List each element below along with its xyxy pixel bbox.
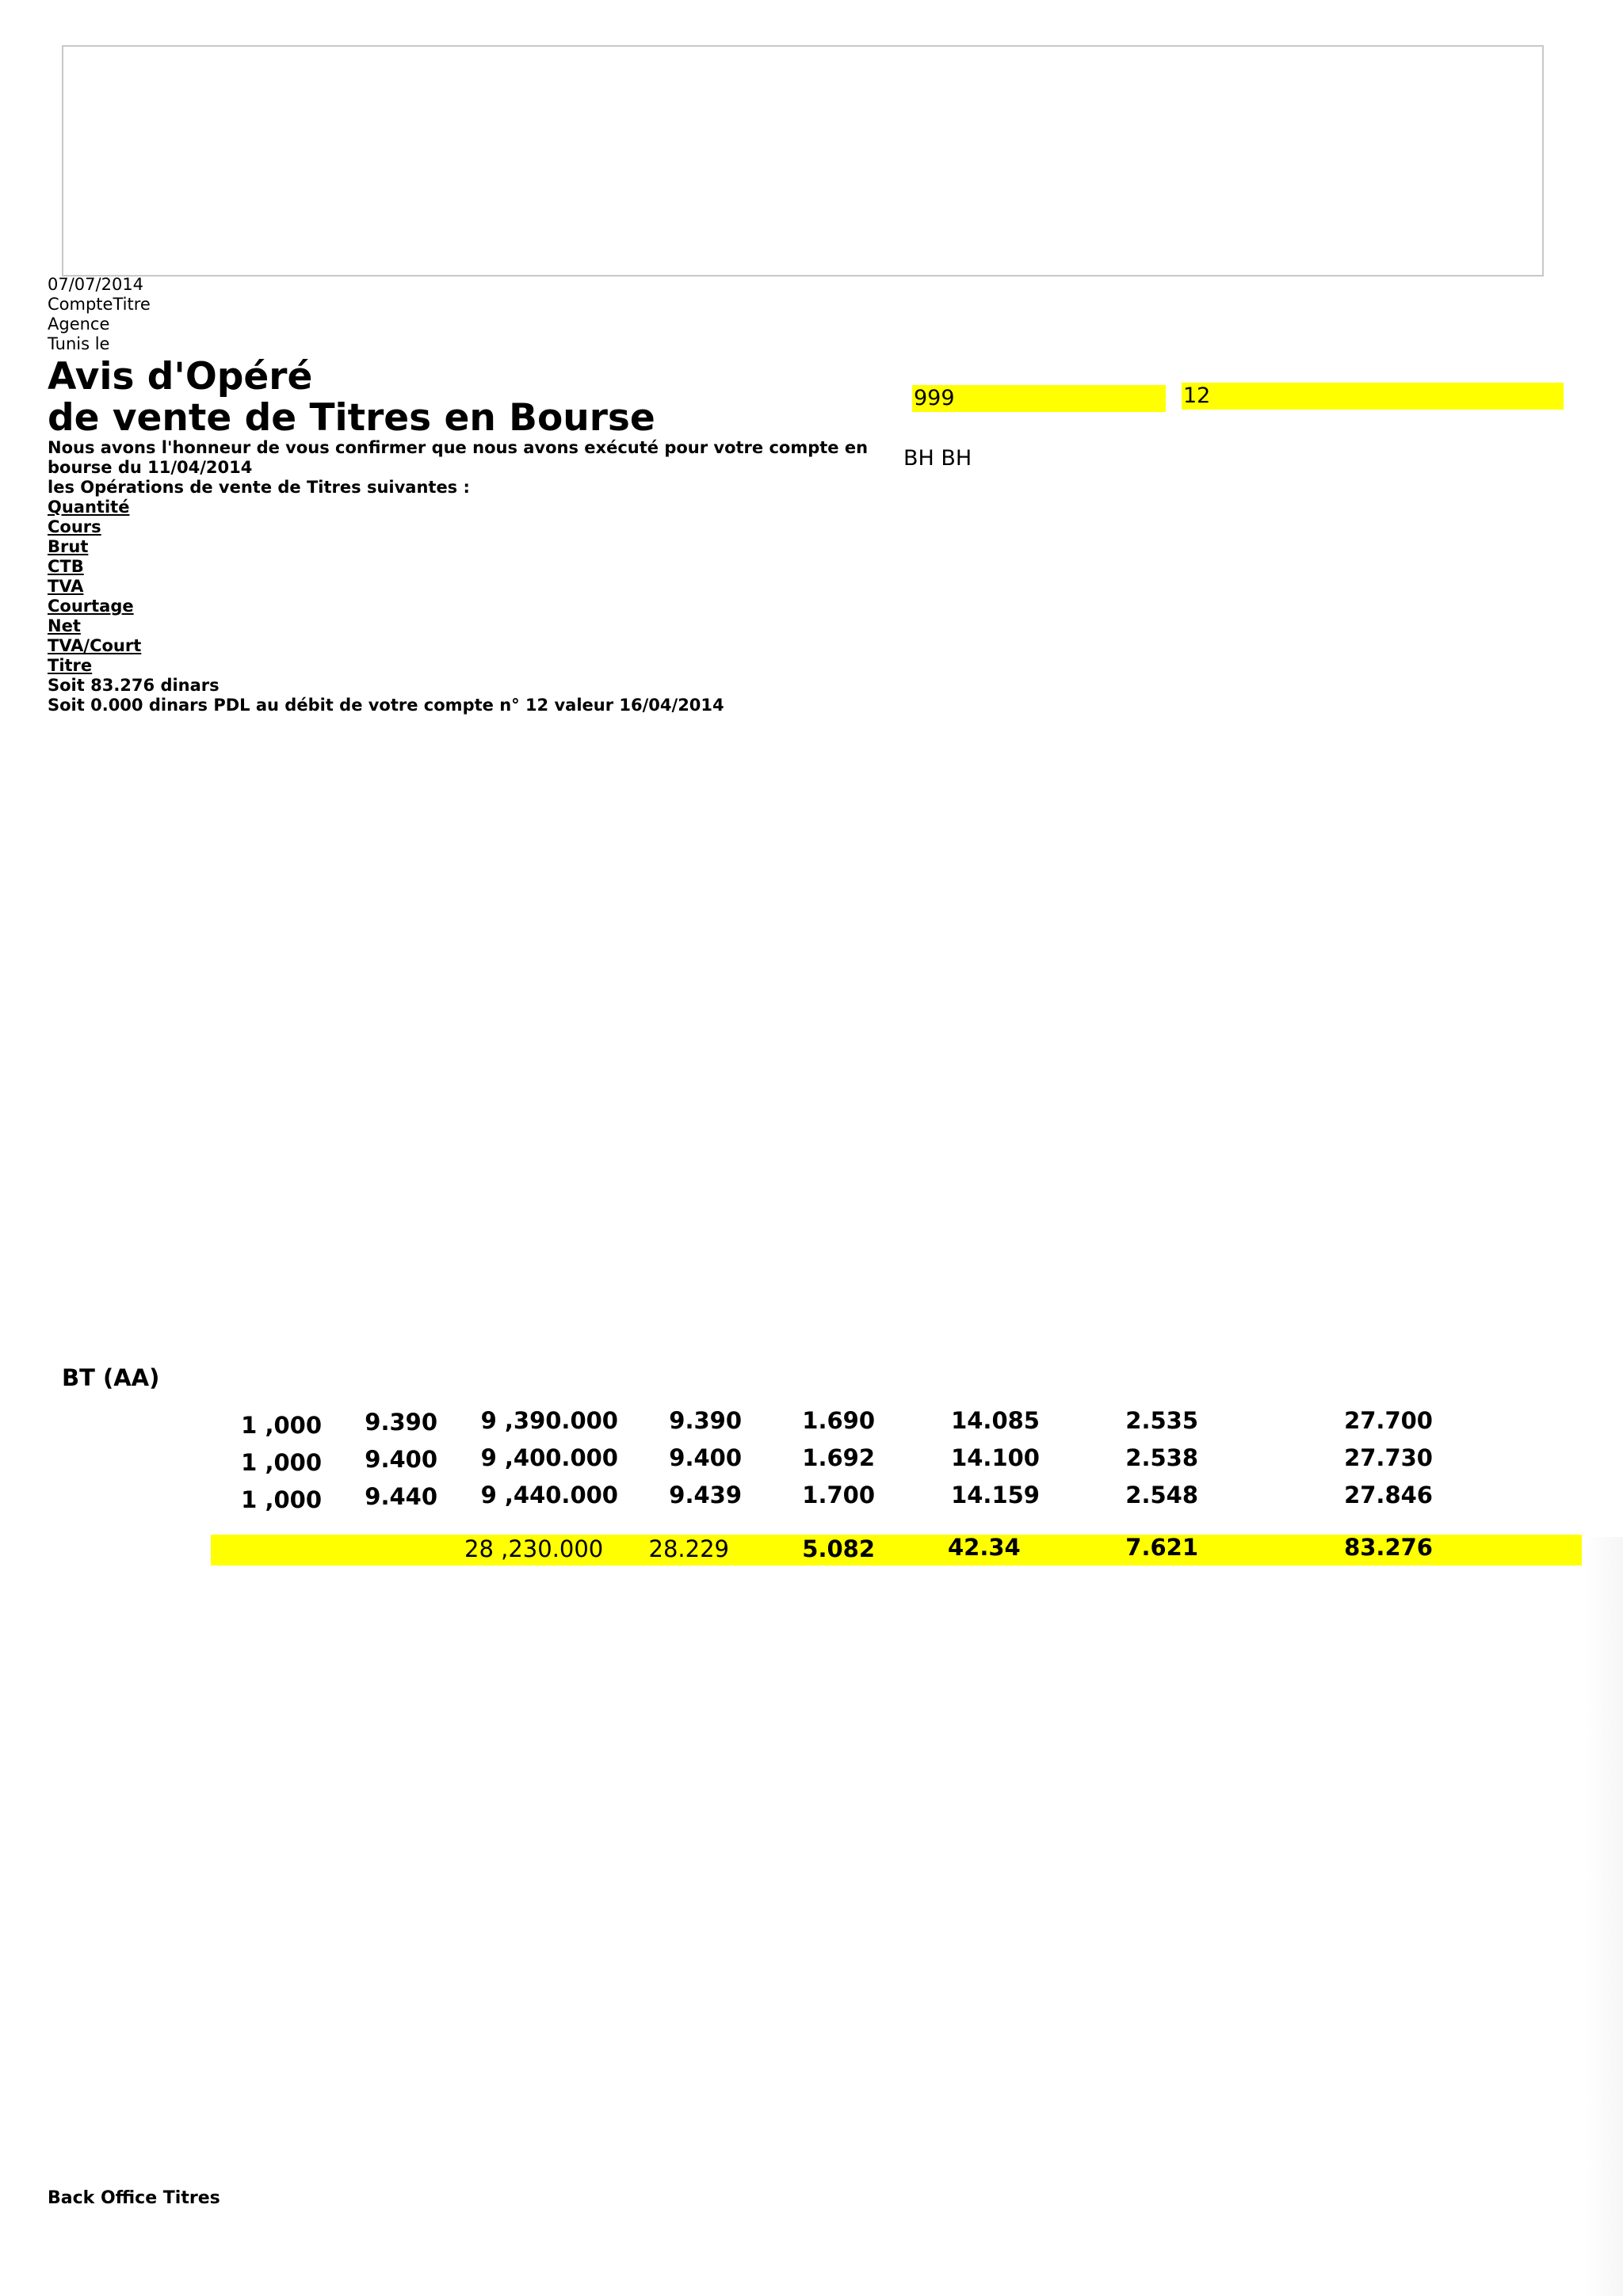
intro-line3: les Opérations de vente de Titres suivantes : <box>48 478 470 497</box>
cell-tva-court: 2.538 <box>1125 1444 1198 1471</box>
summary-total: Soit 83.276 dinars <box>48 676 220 695</box>
page-edge-shade <box>1585 1537 1623 2296</box>
col-tva-court: TVA/Court <box>48 636 142 655</box>
col-tva: TVA <box>48 577 84 596</box>
agence-code-field: 999 <box>912 385 1166 412</box>
cell-courtage: 14.085 <box>951 1407 1040 1434</box>
cell-qty: 1 ,000 <box>241 1449 322 1476</box>
cell-ctb: 9.439 <box>669 1482 742 1508</box>
cell-net: 27.700 <box>1344 1407 1433 1434</box>
security-name: BT (AA) <box>62 1364 160 1391</box>
cell-tva: 1.690 <box>802 1407 875 1434</box>
cell-cours: 9.400 <box>365 1446 437 1473</box>
cell-courtage: 14.159 <box>951 1482 1040 1508</box>
cell-net: 27.846 <box>1344 1482 1433 1508</box>
agence-label: Agence <box>48 315 110 334</box>
total-net: 83.276 <box>1344 1534 1433 1561</box>
document-date: 07/07/2014 <box>48 275 144 294</box>
cell-ctb: 9.390 <box>669 1407 742 1434</box>
cell-net: 27.730 <box>1344 1444 1433 1471</box>
summary-debit: Soit 0.000 dinars PDL au débit de votre compte n° 12 valeur 16/04/2014 <box>48 696 724 715</box>
footer-signature: Back Office Titres <box>48 2188 220 2208</box>
total-tva: 5.082 <box>802 1535 875 1562</box>
city-date-line: Tunis le <box>48 334 110 353</box>
client-name: BH BH <box>903 446 972 471</box>
col-ctb: CTB <box>48 557 84 576</box>
cell-tva: 1.700 <box>802 1482 875 1508</box>
cell-tva-court: 2.548 <box>1125 1482 1198 1508</box>
col-cours: Cours <box>48 517 101 536</box>
col-brut: Brut <box>48 537 89 556</box>
cell-cours: 9.390 <box>365 1409 437 1436</box>
col-net: Net <box>48 616 81 635</box>
cell-ctb: 9.400 <box>669 1444 742 1471</box>
cell-tva-court: 2.535 <box>1125 1407 1198 1434</box>
intro-line1: Nous avons l'honneur de vous confirmer que nous avons exécuté pour votre compte en <box>48 438 869 457</box>
compte-code-field: 12 <box>1182 383 1564 410</box>
col-quantite: Quantité <box>48 498 130 517</box>
col-courtage: Courtage <box>48 597 134 616</box>
total-courtage: 42.34 <box>948 1534 1021 1561</box>
cell-qty: 1 ,000 <box>241 1412 322 1439</box>
total-tva-court: 7.621 <box>1125 1534 1198 1561</box>
title-line2: de vente de Titres en Bourse <box>48 396 655 440</box>
cell-qty: 1 ,000 <box>241 1486 322 1513</box>
cell-brut: 9 ,390.000 <box>480 1407 618 1434</box>
cell-cours: 9.440 <box>365 1483 437 1510</box>
title-line1: Avis d'Opéré <box>48 355 313 399</box>
col-titre: Titre <box>48 656 93 675</box>
cell-brut: 9 ,440.000 <box>480 1482 618 1508</box>
header-frame <box>62 45 1544 277</box>
total-ctb: 28.229 <box>648 1535 729 1562</box>
intro-line2: bourse du 11/04/2014 <box>48 458 253 477</box>
cell-brut: 9 ,400.000 <box>480 1444 618 1471</box>
cell-courtage: 14.100 <box>951 1444 1040 1471</box>
compte-label: CompteTitre <box>48 295 151 314</box>
total-brut: 28 ,230.000 <box>464 1535 604 1562</box>
cell-tva: 1.692 <box>802 1444 875 1471</box>
